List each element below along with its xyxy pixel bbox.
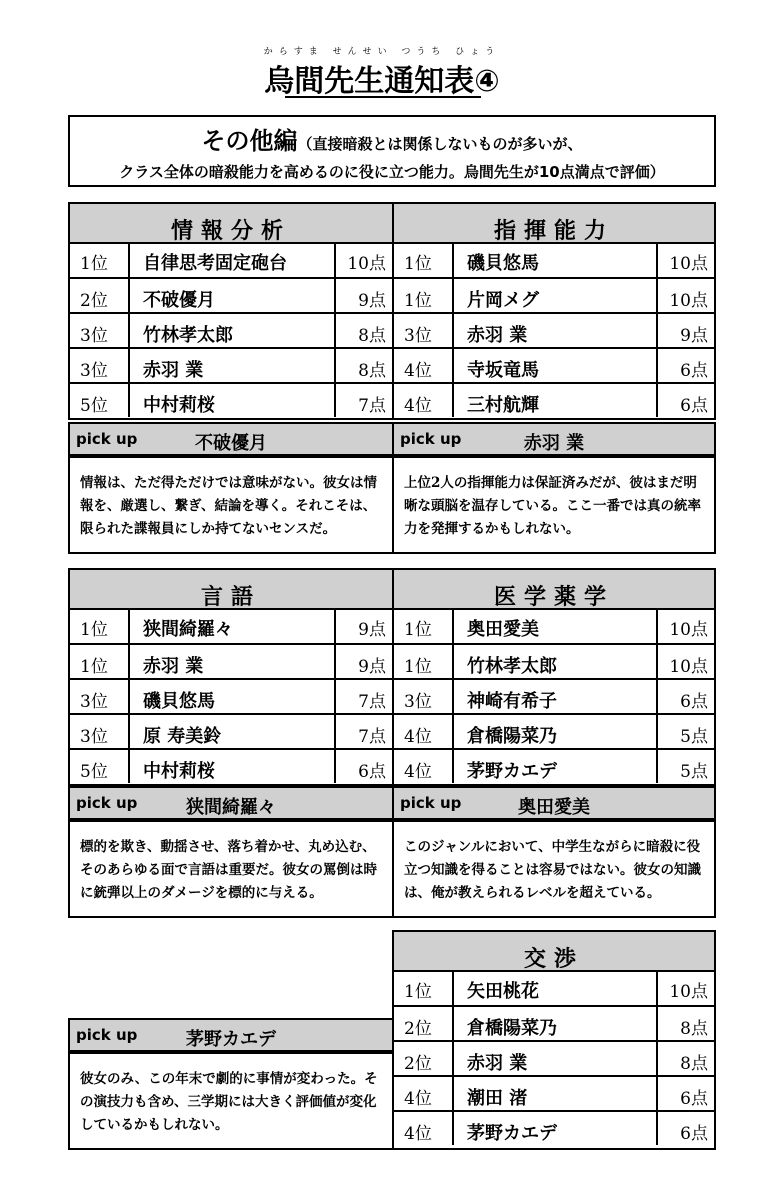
category-negotiation: [392, 930, 716, 1150]
rank: 4位: [404, 1124, 432, 1144]
rank: 3位: [80, 727, 108, 747]
score: 6点: [680, 361, 708, 381]
student-name: 三村航輝: [467, 395, 539, 416]
ranking-row: [70, 277, 392, 312]
category-header: [70, 204, 392, 244]
ranking-row: [394, 382, 714, 417]
score: 8点: [358, 326, 386, 346]
score: 8点: [680, 1019, 708, 1039]
pickup-comment: 彼女のみ、この年末で劇的に事情が変わった。その演技力も含め、三学期には大きく評価値が変化しているかもしれない。: [68, 1052, 394, 1150]
category-medicine: [392, 568, 716, 786]
rank: 1位: [80, 657, 108, 677]
ranking-row: [394, 970, 714, 1005]
rank: 1位: [404, 291, 432, 311]
pickup-comment: このジャンルにおいて、中学生ながらに暗殺に役立つ知識を得ることは容易ではない。彼女の知識は、俺が教えられるレベルを超えている。: [392, 820, 716, 918]
pickup-label: pick up: [76, 1026, 138, 1044]
rank: 5位: [80, 396, 108, 416]
pickup-name: 茅野カエデ: [186, 1029, 276, 1050]
pickup-comment: 情報は、ただ得ただけでは意味がない。彼女は情報を、厳選し、繋ぎ、結論を導く。それこそは、限られた諜報員にしか持てないセンスだ。: [68, 456, 394, 554]
score: 6点: [680, 1089, 708, 1109]
pickup-bar: [392, 786, 716, 820]
student-name: 竹林孝太郎: [467, 656, 557, 677]
ranking-row: [394, 1040, 714, 1075]
score: 9点: [358, 620, 386, 640]
student-name: 狭間綺羅々: [143, 619, 233, 640]
category-title: 交渉: [523, 947, 584, 972]
rank: 1位: [404, 657, 432, 677]
category-header: [70, 570, 392, 610]
score: 10点: [669, 657, 708, 677]
score: 8点: [358, 361, 386, 381]
score: 6点: [680, 1124, 708, 1144]
ranking-row: [394, 1075, 714, 1110]
ranking-row: [394, 678, 714, 713]
rank: 1位: [404, 254, 432, 274]
student-name: 片岡メグ: [467, 290, 539, 311]
student-name: 倉橋陽菜乃: [467, 1018, 557, 1039]
rank: 4位: [404, 762, 432, 782]
category-title: 医学薬学: [493, 585, 614, 610]
category-title: 言語: [200, 585, 261, 610]
intro-box: [68, 115, 716, 187]
rank: 1位: [80, 620, 108, 640]
ranking-row: [394, 242, 714, 277]
rank: 2位: [80, 291, 108, 311]
title-ruby: からすま せんせい つうち ひょう: [263, 47, 501, 57]
category-title: 指揮能力: [493, 219, 614, 244]
rank: 3位: [80, 326, 108, 346]
category-info-analysis: [68, 202, 394, 420]
rank: 3位: [80, 692, 108, 712]
pickup-label: pick up: [400, 430, 462, 448]
pickup-bar: [392, 422, 716, 456]
ranking-row: [70, 713, 392, 748]
title-underline: [285, 96, 481, 98]
ranking-row: [394, 347, 714, 382]
ranking-row: [70, 382, 392, 417]
score: 7点: [358, 692, 386, 712]
page-title: 烏間先生通知表④: [264, 64, 500, 99]
pickup-label: pick up: [76, 794, 138, 812]
student-name: 寺坂竜馬: [467, 360, 539, 381]
score: 10点: [669, 291, 708, 311]
category-title: 情報分析: [170, 219, 291, 244]
rank: 1位: [80, 254, 108, 274]
pickup-name: 奥田愛美: [518, 797, 590, 818]
score: 8点: [680, 1054, 708, 1074]
pickup-comment: 標的を欺き、動揺させ、落ち着かせ、丸め込む、そのあらゆる面で言語は重要だ。彼女の罵倒は時に銃弾以上のダメージを標的に与える。: [68, 820, 394, 918]
ranking-row: [70, 312, 392, 347]
score: 10点: [669, 620, 708, 640]
student-name: 神崎有希子: [467, 691, 557, 712]
pickup-bar: [68, 786, 394, 820]
student-name: 原 寿美鈴: [143, 726, 222, 747]
score: 5点: [680, 727, 708, 747]
rank: 3位: [404, 326, 432, 346]
pickup-label: pick up: [76, 430, 138, 448]
pickup-bar: [68, 422, 394, 456]
category-header: [394, 932, 714, 972]
score: 5点: [680, 762, 708, 782]
student-name: 不破優月: [143, 290, 215, 311]
pickup-label: pick up: [400, 794, 462, 812]
rank: 1位: [404, 982, 432, 1002]
category-language: [68, 568, 394, 786]
student-name: 磯貝悠馬: [143, 691, 215, 712]
student-name: 自律思考固定砲台: [143, 253, 287, 274]
ranking-row: [70, 347, 392, 382]
score: 10点: [669, 982, 708, 1002]
score: 9点: [358, 291, 386, 311]
score: 9点: [358, 657, 386, 677]
student-name: 奥田愛美: [467, 619, 539, 640]
rank: 3位: [404, 692, 432, 712]
category-header: [394, 570, 714, 610]
pickup-name: 狭間綺羅々: [186, 797, 276, 818]
intro-text-2: クラス全体の暗殺能力を高めるのに役に立つ能力。烏間先生が10点満点で評価）: [119, 163, 665, 181]
pickup-name: 赤羽 業: [523, 433, 585, 454]
rank: 4位: [404, 396, 432, 416]
ranking-row: [70, 242, 392, 277]
rank: 4位: [404, 361, 432, 381]
category-command: [392, 202, 716, 420]
student-name: 茅野カエデ: [467, 761, 557, 782]
student-name: 赤羽 業: [467, 1053, 528, 1074]
student-name: 中村莉桜: [143, 761, 215, 782]
rank: 2位: [404, 1054, 432, 1074]
score: 6点: [358, 762, 386, 782]
rank: 1位: [404, 620, 432, 640]
ranking-row: [394, 713, 714, 748]
score: 10点: [347, 254, 386, 274]
pickup-bar: [68, 1018, 394, 1052]
ranking-row: [394, 277, 714, 312]
student-name: 赤羽 業: [143, 656, 204, 677]
student-name: 矢田桃花: [467, 981, 539, 1002]
ranking-row: [70, 678, 392, 713]
ranking-row: [394, 643, 714, 678]
category-header: [394, 204, 714, 244]
ranking-row: [394, 1005, 714, 1040]
intro-text-1: （直接暗殺とは関係しないものが多いが、: [297, 135, 583, 153]
intro-heading: その他編: [201, 127, 298, 155]
ranking-row: [394, 608, 714, 643]
student-name: 潮田 渚: [467, 1088, 528, 1109]
student-name: 倉橋陽菜乃: [467, 726, 557, 747]
student-name: 赤羽 業: [143, 360, 204, 381]
score: 7点: [358, 727, 386, 747]
rank: 2位: [404, 1019, 432, 1039]
ranking-row: [394, 748, 714, 783]
rank: 4位: [404, 1089, 432, 1109]
rank: 3位: [80, 361, 108, 381]
pickup-comment: 上位2人の指揮能力は保証済みだが、彼はまだ明晰な頭脳を温存している。ここ一番では真の統率力を発揮するかもしれない。: [392, 456, 716, 554]
ranking-row: [70, 643, 392, 678]
student-name: 中村莉桜: [143, 395, 215, 416]
score: 6点: [680, 396, 708, 416]
student-name: 茅野カエデ: [467, 1123, 557, 1144]
pickup-name: 不破優月: [195, 433, 267, 454]
score: 10点: [669, 254, 708, 274]
ranking-row: [394, 312, 714, 347]
rank: 5位: [80, 762, 108, 782]
score: 7点: [358, 396, 386, 416]
ranking-row: [70, 608, 392, 643]
ranking-row: [70, 748, 392, 783]
ranking-row: [394, 1110, 714, 1145]
student-name: 磯貝悠馬: [467, 253, 539, 274]
intro-line-1: [70, 121, 714, 156]
student-name: 竹林孝太郎: [143, 325, 233, 346]
rank: 4位: [404, 727, 432, 747]
student-name: 赤羽 業: [467, 325, 528, 346]
score: 6点: [680, 692, 708, 712]
score: 9点: [680, 326, 708, 346]
